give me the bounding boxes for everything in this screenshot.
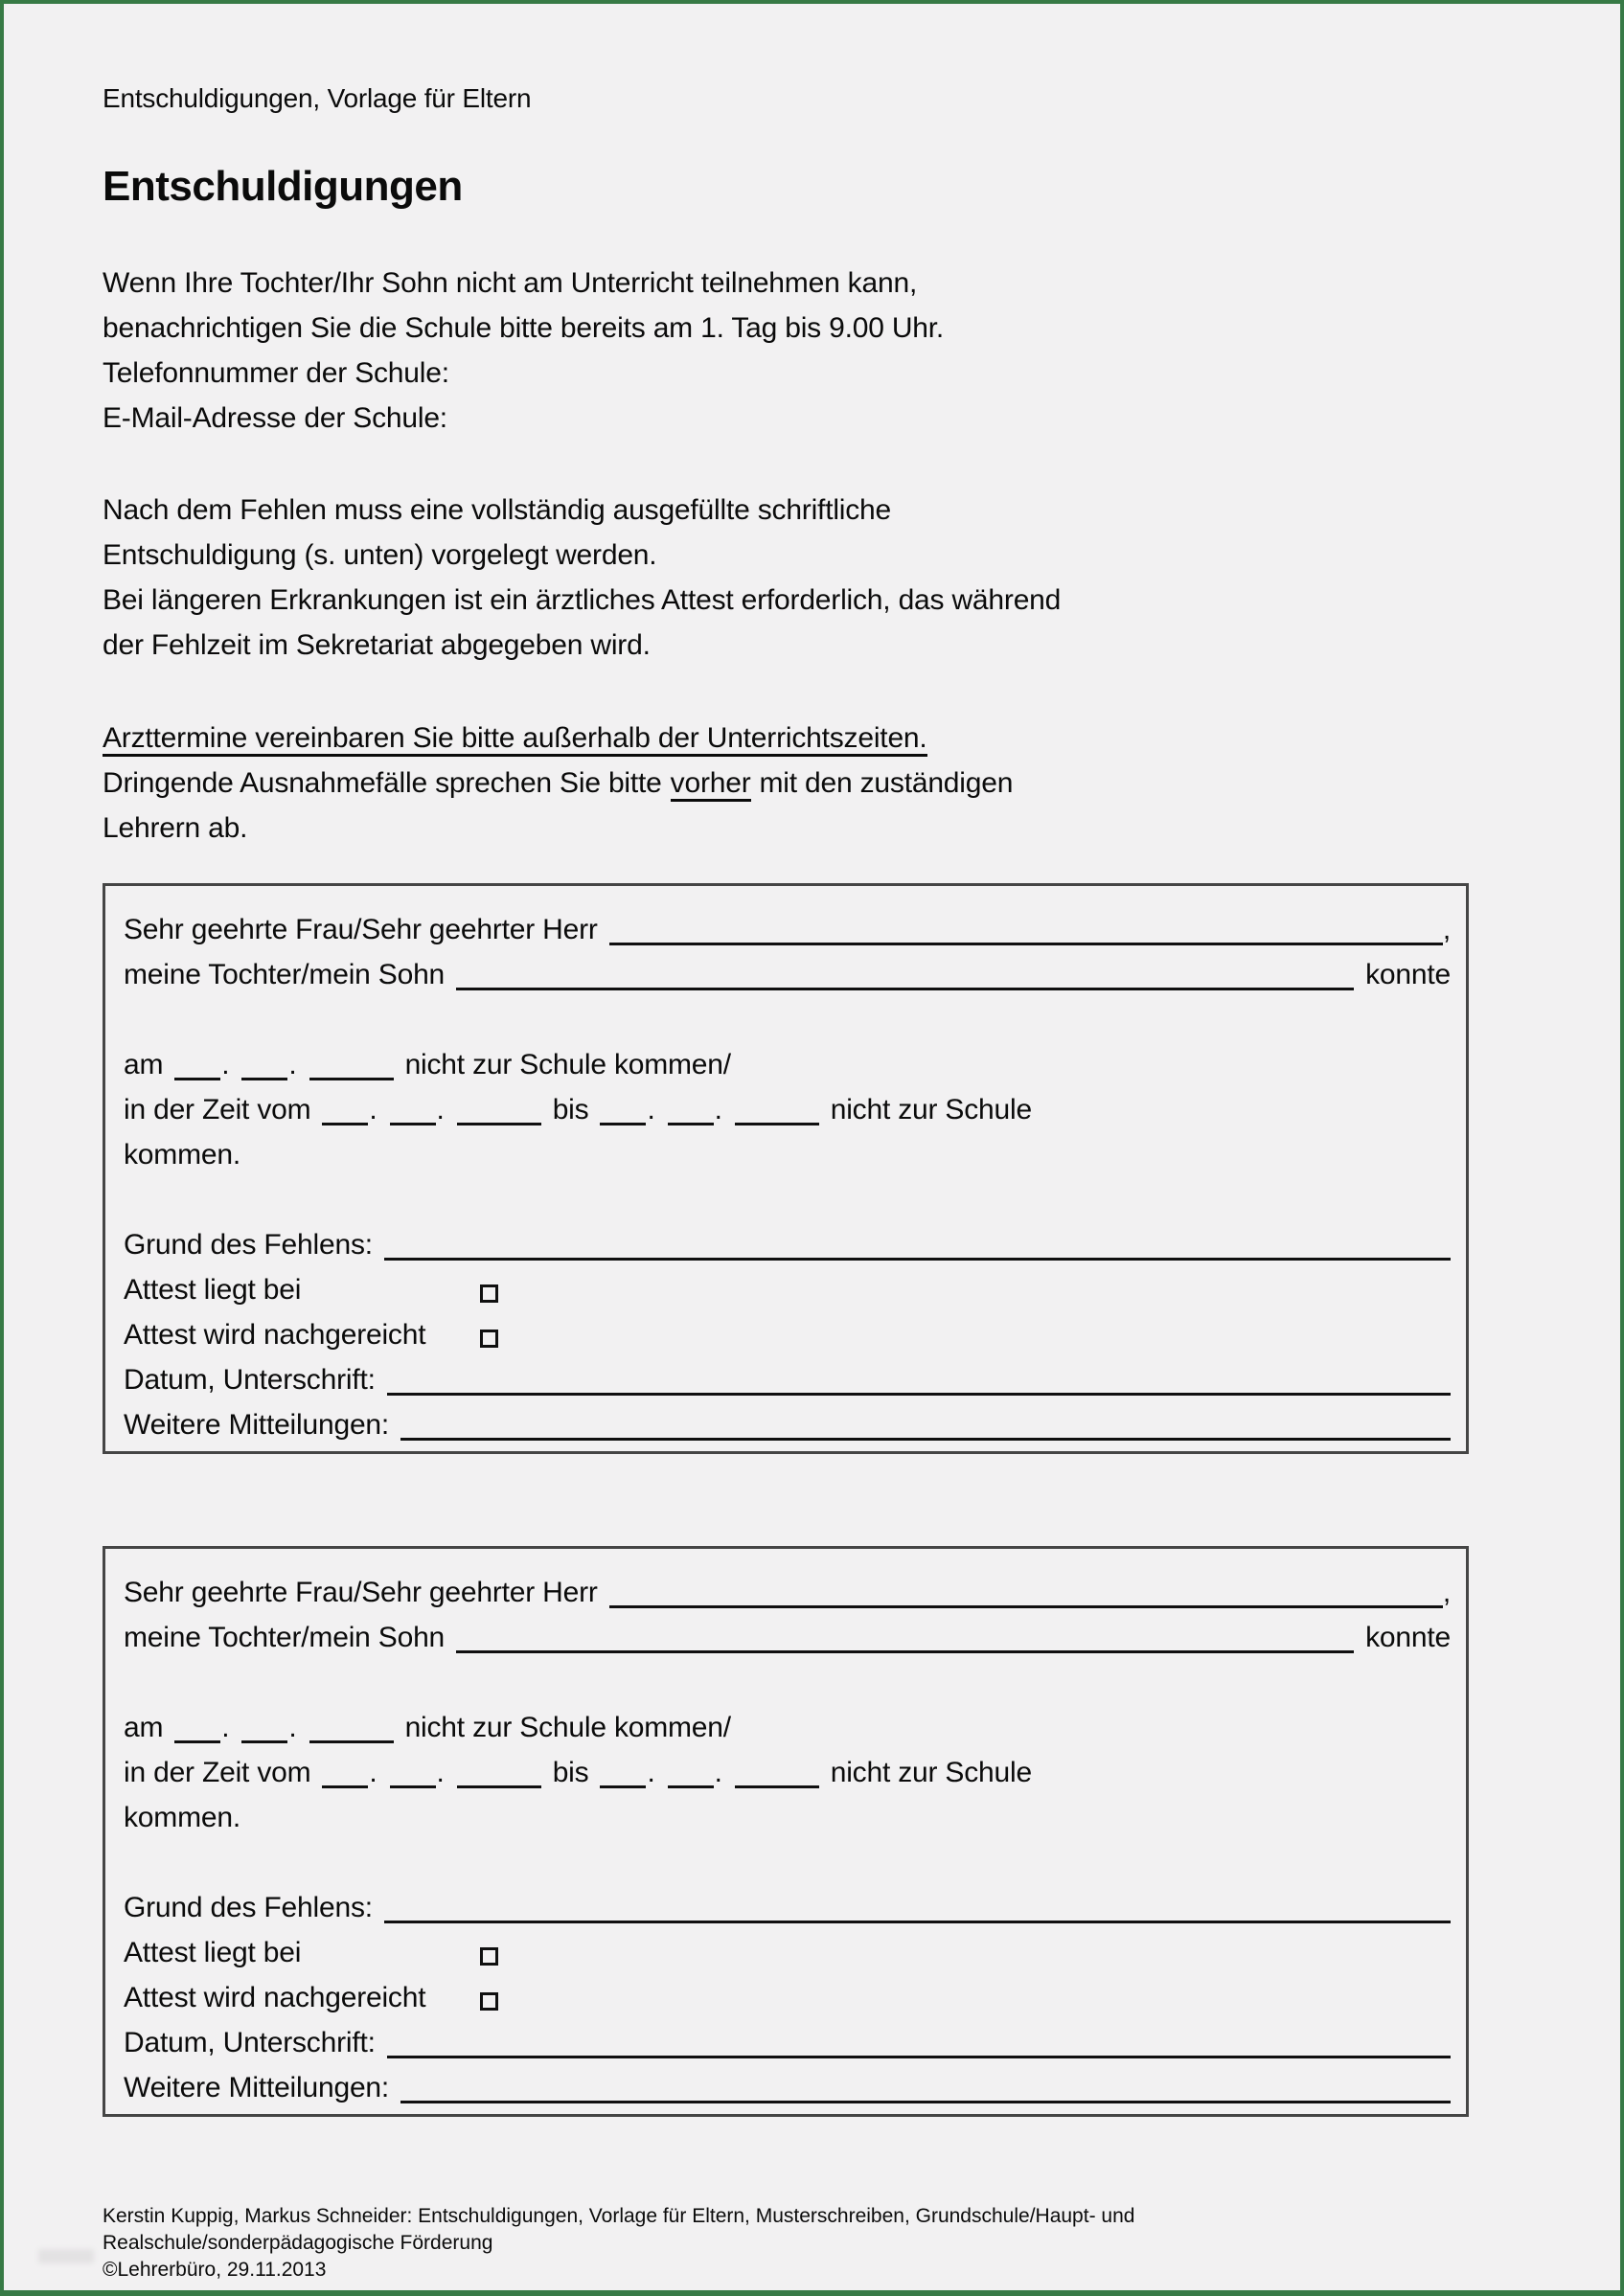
blank-line (609, 943, 1443, 945)
footer-line: Kerstin Kuppig, Markus Schneider: Entschuldigungen, Vorlage für Eltern, Musterschreiben, Grundschule/Haupt- und (103, 2205, 1135, 2227)
blank-year (457, 1785, 541, 1788)
rules-paragraph (103, 488, 1524, 668)
blank-year (735, 1785, 819, 1788)
footer-credits (103, 2203, 1524, 2284)
form-row-child: meine Tochter/mein Sohn konnte (124, 1622, 1451, 1653)
form-row-attest-followup: Attest wird nachgereicht (124, 1312, 1451, 1357)
blank-line (456, 1650, 1354, 1653)
text-line: der Fehlzeit im Sekretariat abgegeben wird. (103, 629, 651, 661)
attest-checkbox (480, 1330, 498, 1348)
attest-checkbox (480, 1947, 498, 1966)
text-line: Nach dem Fehlen muss eine vollständig ausgefüllte schriftliche (103, 494, 892, 526)
blank-month (241, 1740, 287, 1743)
blank-year (309, 1078, 394, 1080)
blank-row (124, 1840, 1451, 1885)
blank-line (609, 1605, 1443, 1608)
blank-row (124, 997, 1451, 1042)
blank-month (668, 1785, 714, 1788)
blank-day (174, 1740, 220, 1743)
blank-row (124, 1177, 1451, 1222)
form-row-attest-followup: Attest wird nachgereicht (124, 1975, 1451, 2020)
blank-month (390, 1123, 436, 1125)
blank-line (456, 988, 1354, 990)
form-row-attest-enclosed: Attest liegt bei (124, 1267, 1451, 1312)
intro-paragraph (103, 261, 1524, 441)
underlined-sentence: Arzttermine vereinbaren Sie bitte außerhalb der Unterrichtszeiten. (103, 722, 927, 757)
blank-line (400, 2101, 1451, 2103)
text-line: Wenn Ihre Tochter/Ihr Sohn nicht am Unterricht teilnehmen kann, (103, 267, 918, 299)
blank-row (124, 1660, 1451, 1705)
form-row-absence-range: in der Zeit vom . . bis . . nicht zur Schule (124, 1757, 1032, 1788)
footer-line: ©Lehrerbüro, 29.11.2013 (103, 2259, 327, 2281)
text-line: Bei längeren Erkrankungen ist ein ärztliches Attest erforderlich, das während (103, 584, 1062, 616)
text-line: benachrichtigen Sie die Schule bitte bereits am 1. Tag bis 9.00 Uhr. (103, 312, 945, 344)
faint-watermark (38, 2249, 94, 2263)
doc-title: Entschuldigungen (103, 163, 463, 210)
text-line (103, 716, 1524, 761)
attest-checkbox (480, 1992, 498, 2011)
appointments-paragraph (103, 716, 1524, 851)
form-row-salutation: Sehr geehrte Frau/Sehr geehrter Herr , (124, 914, 1451, 945)
form-row-attest-enclosed: Attest liegt bei (124, 1930, 1451, 1975)
blank-day (600, 1123, 646, 1125)
blank-line (384, 1258, 1451, 1261)
form-row-child: meine Tochter/mein Sohn konnte (124, 959, 1451, 990)
blank-day (600, 1785, 646, 1788)
blank-month (668, 1123, 714, 1125)
text-line: Entschuldigung (s. unten) vorgelegt werden. (103, 539, 657, 571)
attest-checkbox (480, 1284, 498, 1303)
blank-line (387, 2056, 1451, 2058)
blank-line (387, 1393, 1451, 1396)
blank-day (322, 1123, 368, 1125)
blank-line (384, 1921, 1451, 1923)
form-row-signature: Datum, Unterschrift: (124, 2020, 1451, 2065)
form-row-signature: Datum, Unterschrift: (124, 1357, 1451, 1402)
form-row-notes: Weitere Mitteilungen: (124, 2065, 1451, 2110)
underlined-word: vorher (671, 767, 751, 802)
form-row-reason: Grund des Fehlens: (124, 1885, 1451, 1930)
form-row-reason: Grund des Fehlens: (124, 1222, 1451, 1267)
blank-year (457, 1123, 541, 1125)
blank-year (309, 1740, 394, 1743)
text-line: Lehrern ab. (103, 812, 248, 844)
blank-month (241, 1078, 287, 1080)
text-line: Telefonnummer der Schule: (103, 357, 449, 389)
blank-day (174, 1078, 220, 1080)
blank-year (735, 1123, 819, 1125)
form-row-absence-date: am . . nicht zur Schule kommen/ (124, 1049, 731, 1080)
footer-line: Realschule/sonderpädagogische Förderung (103, 2232, 493, 2254)
blank-day (322, 1785, 368, 1788)
blank-month (390, 1785, 436, 1788)
form-row-absence-cont: kommen. (124, 1802, 240, 1833)
doc-subtitle: Entschuldigungen, Vorlage für Eltern (103, 83, 532, 113)
form-row-absence-range: in der Zeit vom . . bis . . nicht zur Schule (124, 1094, 1032, 1125)
form-row-notes: Weitere Mitteilungen: (124, 1402, 1451, 1447)
form-row-salutation: Sehr geehrte Frau/Sehr geehrter Herr , (124, 1577, 1451, 1608)
text-line: Dringende Ausnahmefälle sprechen Sie bitte vorher mit den zuständigen (103, 761, 1524, 806)
blank-line (400, 1438, 1451, 1441)
text-line: E-Mail-Adresse der Schule: (103, 402, 447, 434)
page-content (4, 4, 1620, 2284)
excuse-form-box-2 (103, 1546, 1469, 2117)
form-row-absence-cont: kommen. (124, 1139, 240, 1171)
form-row-absence-date: am . . nicht zur Schule kommen/ (124, 1712, 731, 1743)
excuse-form-box-1 (103, 883, 1469, 1454)
